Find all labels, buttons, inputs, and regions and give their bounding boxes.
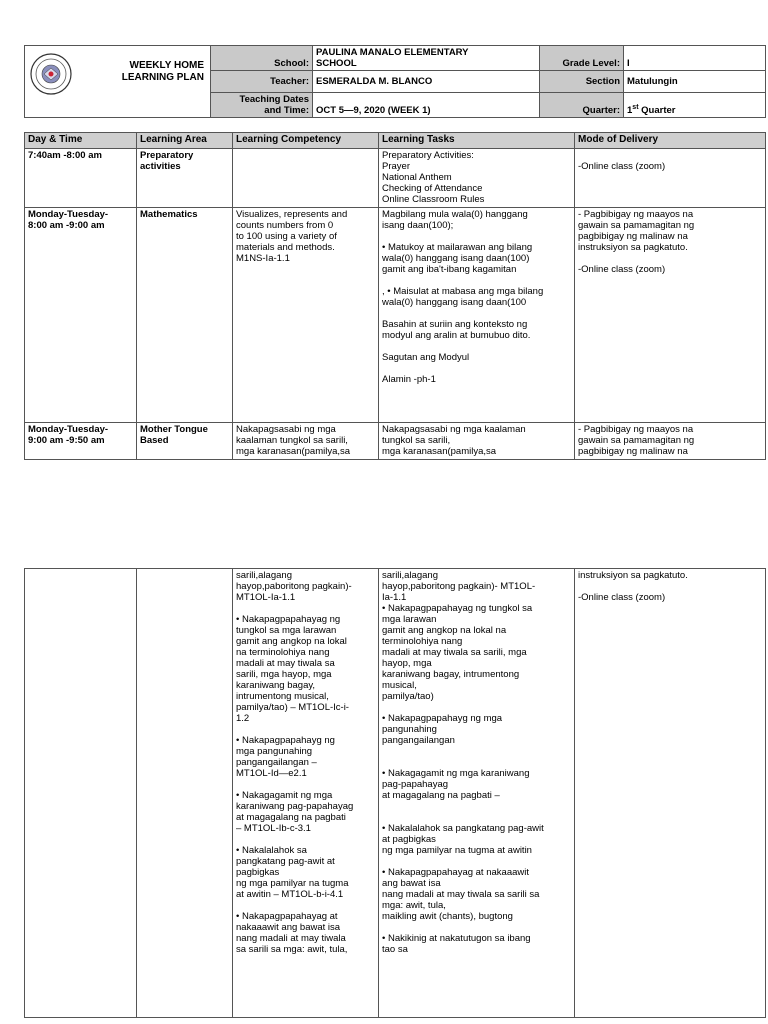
text-line: wala(0) hanggang isang daan(100: [382, 297, 527, 308]
dates-label: [211, 93, 313, 118]
dates-value: OCT 5—9, 2020 (WEEK 1): [313, 93, 540, 118]
text-line: Magbilang mula wala(0) hanggang: [382, 209, 528, 220]
text-line: Preparatory Activities:: [382, 150, 474, 161]
learning-area-cell: [137, 423, 233, 460]
plan-title-line1: WEEKLY HOME: [129, 60, 204, 71]
text-line: sa sarili sa mga: awit, tula,: [236, 944, 348, 955]
text-line: • Nakapagpapahayag at: [236, 911, 338, 922]
learning-area-cell: [137, 569, 233, 1018]
text-line: mga karanasan(pamilya,sa: [382, 446, 497, 457]
text-line: Nakapagsasabi ng mga: [236, 424, 336, 435]
header-title-cell: [25, 46, 211, 118]
quarter-word: Quarter: [638, 105, 676, 116]
learning-plan-table: [24, 132, 766, 460]
text-line: na terminolohiya nang: [236, 647, 330, 658]
text-line: -Online class (zoom): [578, 592, 666, 603]
delivery-cell: [575, 149, 766, 208]
text-line: mga larawan: [382, 614, 437, 625]
tasks-cell: [379, 423, 575, 460]
text-line: • Nakalalahok sa: [236, 845, 307, 856]
blank-line: [236, 724, 375, 735]
blank-line: [236, 834, 375, 845]
text-line: Sagutan ang Modyul: [382, 352, 470, 363]
text-line: 7:40am -8:00 am: [28, 150, 102, 161]
text-line: gamit ang angkop na lokal na: [382, 625, 507, 636]
text-line: instruksiyon sa pagkatuto.: [578, 570, 688, 581]
text-line: to 100 using a variety of: [236, 231, 337, 242]
teacher-value: ESMERALDA M. BLANCO: [313, 71, 540, 93]
text-line: pag-papahayag: [382, 779, 449, 790]
text-line: at magagalang na pagbati –: [382, 790, 500, 801]
school-label: School:: [211, 46, 313, 71]
school-value: [313, 46, 540, 71]
text-line: 8:00 am -9:00 am: [28, 220, 105, 231]
text-line: tungkol sa mga larawan: [236, 625, 337, 636]
text-line: nakaaawit ang bawat isa: [236, 922, 341, 933]
text-line: gamit ang angkop na lokal: [236, 636, 347, 647]
text-line: pangkatang pag-awit at: [236, 856, 335, 867]
text-line: gawain sa pamamagitan ng: [578, 220, 695, 231]
text-line: pagbibigay ng malinaw na: [578, 446, 688, 457]
text-line: nang madali at may tiwala sa sarili sa: [382, 889, 540, 900]
text-line: • Nakapagpapahayg ng: [236, 735, 335, 746]
table-header-row: [25, 133, 766, 149]
text-line: gawain sa pamamagitan ng: [578, 435, 695, 446]
delivery-cell: [575, 208, 766, 423]
day-time-cell: [25, 569, 137, 1018]
text-line: sarili,alagang: [236, 570, 292, 581]
text-line: hayop,paboritong pagkain)-: [236, 581, 352, 592]
text-line: -Online class (zoom): [578, 161, 666, 172]
text-line: 9:00 am -9:50 am: [28, 435, 105, 446]
text-line: - Pagbibigay ng maayos na: [578, 209, 694, 220]
text-line: 1.2: [236, 713, 250, 724]
blank-line: [382, 341, 571, 352]
text-line: • Nakagagamit ng mga: [236, 790, 333, 801]
text-line: M1NS-Ia-1.1: [236, 253, 290, 264]
text-line: MT1OL-Ia-1.1: [236, 592, 296, 603]
grade-label: Grade Level:: [540, 46, 624, 71]
blank-line: [236, 900, 375, 911]
header-table: [24, 45, 766, 118]
blank-line: [236, 779, 375, 790]
dates-label-line1: Teaching Dates: [239, 94, 309, 105]
learning-area-cell: [137, 208, 233, 423]
plan-title-line2: LEARNING PLAN: [121, 72, 204, 83]
text-line: at pagbigkas: [382, 834, 436, 845]
text-line: sarili,alagang: [382, 570, 438, 581]
text-line: -Online class (zoom): [578, 264, 666, 275]
blank-line: [382, 856, 571, 867]
learning-area-cell: [137, 149, 233, 208]
text-line: counts numbers from 0: [236, 220, 334, 231]
text-line: madali at may tiwala sa sarili, mga: [382, 647, 527, 658]
column-header: Day & Time: [25, 133, 137, 149]
table-row: [25, 423, 766, 460]
text-line: nang madali at may tiwala: [236, 933, 346, 944]
blank-line: [382, 308, 571, 319]
text-line: hayop, mga: [382, 658, 432, 669]
day-time-cell: [25, 208, 137, 423]
text-line: terminolohiya nang: [382, 636, 463, 647]
section-label: Section: [540, 71, 624, 93]
school-value-line2: SCHOOL: [316, 58, 357, 69]
text-line: tungkol sa sarili,: [382, 435, 451, 446]
text-line: Basahin at suriin ang konteksto ng: [382, 319, 528, 330]
text-line: • Matukoy at mailarawan ang bilang: [382, 242, 533, 253]
text-line: Monday-Tuesday-: [28, 424, 109, 435]
text-line: Visualizes, represents and: [236, 209, 348, 220]
text-line: • Nakikinig at nakatutugon sa ibang: [382, 933, 531, 944]
text-line: hayop,paboritong pagkain)- MT1OL-: [382, 581, 536, 592]
column-header: Learning Area: [137, 133, 233, 149]
text-line: • Nakapagpapahayag ng tungkol sa: [382, 603, 533, 614]
text-line: Mathematics: [140, 209, 198, 220]
grade-value: I: [624, 46, 766, 71]
blank-line: [382, 363, 571, 374]
text-line: madali at may tiwala sa: [236, 658, 335, 669]
tasks-cell: [379, 569, 575, 1018]
text-line: sarili, mga hayop, mga: [236, 669, 332, 680]
text-line: tao sa: [382, 944, 408, 955]
table-row: [25, 569, 766, 1018]
blank-line: [382, 922, 571, 933]
blank-line: [382, 746, 571, 757]
section-value: Matulungin: [624, 71, 766, 93]
text-line: National Anthem: [382, 172, 452, 183]
text-line: MT1OL-Id—e2.1: [236, 768, 307, 779]
text-line: pamilya/tao): [382, 691, 434, 702]
deped-seal-logo: [29, 52, 73, 99]
text-line: kaalaman tungkol sa sarili,: [236, 435, 348, 446]
tasks-cell: [379, 208, 575, 423]
text-line: Checking of Attendance: [382, 183, 483, 194]
quarter-value: [624, 93, 766, 118]
text-line: • Nakapagpapahayag at nakaaawit: [382, 867, 529, 878]
competency-cell: [233, 149, 379, 208]
dates-label-line2: and Time:: [264, 105, 309, 116]
text-line: Mother Tongue: [140, 424, 208, 435]
text-line: modyul ang aralin at bumubuo dito.: [382, 330, 531, 341]
table-row: [25, 149, 766, 208]
text-line: Monday-Tuesday-: [28, 209, 109, 220]
blank-line: [382, 231, 571, 242]
text-line: Alamin -ph-1: [382, 374, 436, 385]
school-value-line1: PAULINA MANALO ELEMENTARY: [316, 47, 469, 58]
blank-line: [382, 702, 571, 713]
day-time-cell: [25, 423, 137, 460]
blank-line: [382, 757, 571, 768]
continuation-table: [24, 568, 766, 1018]
text-line: activities: [140, 161, 181, 172]
table-row: [25, 208, 766, 423]
text-line: intrumentong musical,: [236, 691, 329, 702]
text-line: - Pagbibigay ng maayos na: [578, 424, 694, 435]
text-line: isang daan(100);: [382, 220, 454, 231]
text-line: karaniwang bagay, intrumentong: [382, 669, 520, 680]
blank-line: [382, 801, 571, 812]
text-line: • Nakalalahok sa pangkatang pag-awit: [382, 823, 544, 834]
delivery-cell: [575, 423, 766, 460]
text-line: Prayer: [382, 161, 410, 172]
text-line: karaniwang bagay,: [236, 680, 316, 691]
text-line: maikling awit (chants), bugtong: [382, 911, 513, 922]
text-line: Nakapagsasabi ng mga kaalaman: [382, 424, 526, 435]
blank-line: [382, 812, 571, 823]
teacher-label: Teacher:: [211, 71, 313, 93]
column-header: Mode of Delivery: [575, 133, 766, 149]
tasks-cell: [379, 149, 575, 208]
text-line: pangangailangan: [382, 735, 455, 746]
text-line: musical,: [382, 680, 417, 691]
blank-line: [578, 253, 762, 264]
text-line: pangunahing: [382, 724, 437, 735]
text-line: gamit ang iba't-ibang kagamitan: [382, 264, 517, 275]
text-line: Online Classroom Rules: [382, 194, 485, 205]
text-line: pagbibigay ng malinaw na: [578, 231, 688, 242]
text-line: at awitin – MT1OL-b-i-4.1: [236, 889, 344, 900]
competency-cell: [233, 208, 379, 423]
blank-line: [578, 150, 762, 161]
text-line: wala(0) hanggang isang daan(100): [382, 253, 530, 264]
blank-line: [382, 275, 571, 286]
text-line: instruksiyon sa pagkatuto.: [578, 242, 688, 253]
text-line: mga pangunahing: [236, 746, 313, 757]
quarter-label: Quarter:: [540, 93, 624, 118]
text-line: Preparatory: [140, 150, 194, 161]
text-line: pamilya/tao) – MT1OL-Ic-i-: [236, 702, 349, 713]
text-line: pangangailangan –: [236, 757, 317, 768]
text-line: Based: [140, 435, 169, 446]
text-line: ang bawat isa: [382, 878, 441, 889]
competency-cell: [233, 569, 379, 1018]
column-header: Learning Tasks: [379, 133, 575, 149]
text-line: mga karanasan(pamilya,sa: [236, 446, 351, 457]
text-line: – MT1OL-Ib-c-3.1: [236, 823, 311, 834]
blank-line: [236, 603, 375, 614]
column-header: Learning Competency: [233, 133, 379, 149]
text-line: , • Maisulat at mabasa ang mga bilang: [382, 286, 544, 297]
text-line: ng mga pamilyar na tugma: [236, 878, 349, 889]
quarter-suffix: st: [632, 103, 639, 111]
day-time-cell: [25, 149, 137, 208]
text-line: • Nakapagpapahayg ng mga: [382, 713, 503, 724]
text-line: Ia-1.1: [382, 592, 407, 603]
text-line: • Nakagagamit ng mga karaniwang: [382, 768, 530, 779]
text-line: karaniwang pag-papahayag: [236, 801, 354, 812]
quarter-number: 1: [627, 105, 633, 116]
blank-line: [578, 581, 762, 592]
text-line: ng mga pamilyar na tugma at awitin: [382, 845, 532, 856]
text-line: • Nakapagpapahayag ng: [236, 614, 341, 625]
text-line: at magagalang na pagbati: [236, 812, 346, 823]
competency-cell: [233, 423, 379, 460]
text-line: mga: awit, tula,: [382, 900, 446, 911]
text-line: pagbigkas: [236, 867, 280, 878]
delivery-cell: [575, 569, 766, 1018]
text-line: materials and methods.: [236, 242, 335, 253]
